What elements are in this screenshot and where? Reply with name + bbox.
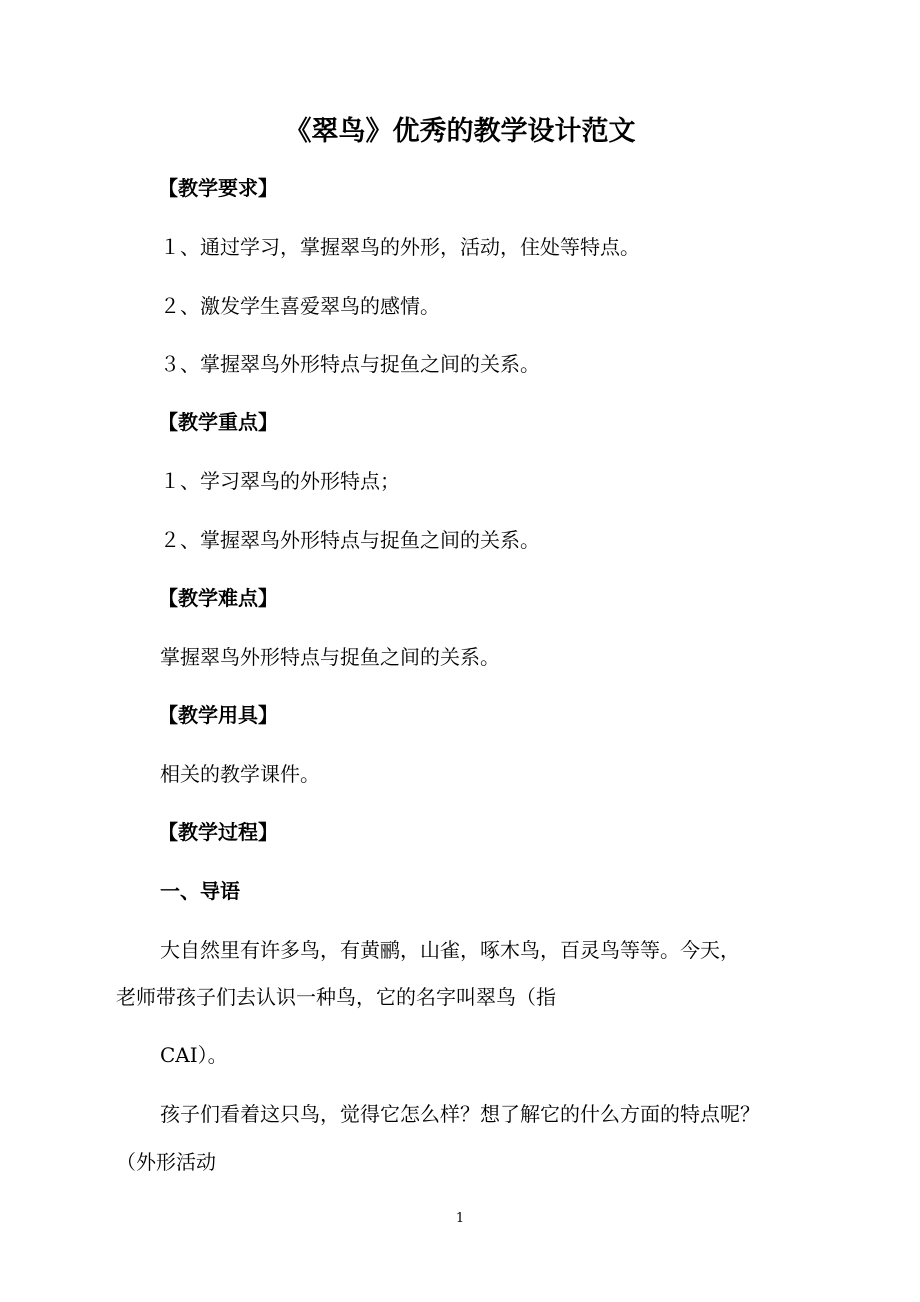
requirements-item-1: １、通过学习，掌握翠鸟的外形，活动，住处等特点。 (160, 235, 640, 259)
requirements-heading: 【教学要求】 (158, 176, 278, 200)
key-points-item-1: １、学习翠鸟的外形特点； (160, 469, 400, 493)
process-subheading: 一、导语 (160, 879, 240, 903)
difficulties-text: 掌握翠鸟外形特点与捉鱼之间的关系。 (160, 645, 500, 669)
question-paragraph-line-2: （外形活动 (116, 1150, 216, 1174)
intro-paragraph-line-3: CAI）。 (160, 1043, 228, 1067)
question-paragraph-line-1: 孩子们看着这只鸟，觉得它怎么样？想了解它的什么方面的特点呢？ (160, 1102, 760, 1126)
tools-text: 相关的教学课件。 (160, 762, 320, 786)
tools-heading: 【教学用具】 (158, 703, 278, 727)
document-title: 《翠鸟》优秀的教学设计范文 (284, 116, 636, 147)
key-points-item-2: ２、掌握翠鸟外形特点与捉鱼之间的关系。 (160, 528, 540, 552)
page-number: 1 (455, 1211, 465, 1226)
requirements-item-2: ２、激发学生喜爱翠鸟的感情。 (160, 294, 440, 318)
key-points-heading: 【教学重点】 (158, 410, 278, 434)
difficulties-heading: 【教学难点】 (158, 586, 278, 610)
requirements-item-3: ３、掌握翠鸟外形特点与捉鱼之间的关系。 (160, 352, 540, 376)
process-heading: 【教学过程】 (158, 820, 278, 844)
intro-paragraph-line-1: 大自然里有许多鸟，有黄鹂，山雀，啄木鸟，百灵鸟等等。今天， (160, 938, 740, 962)
intro-paragraph-line-2: 老师带孩子们去认识一种鸟，它的名字叫翠鸟（指 (116, 985, 556, 1009)
